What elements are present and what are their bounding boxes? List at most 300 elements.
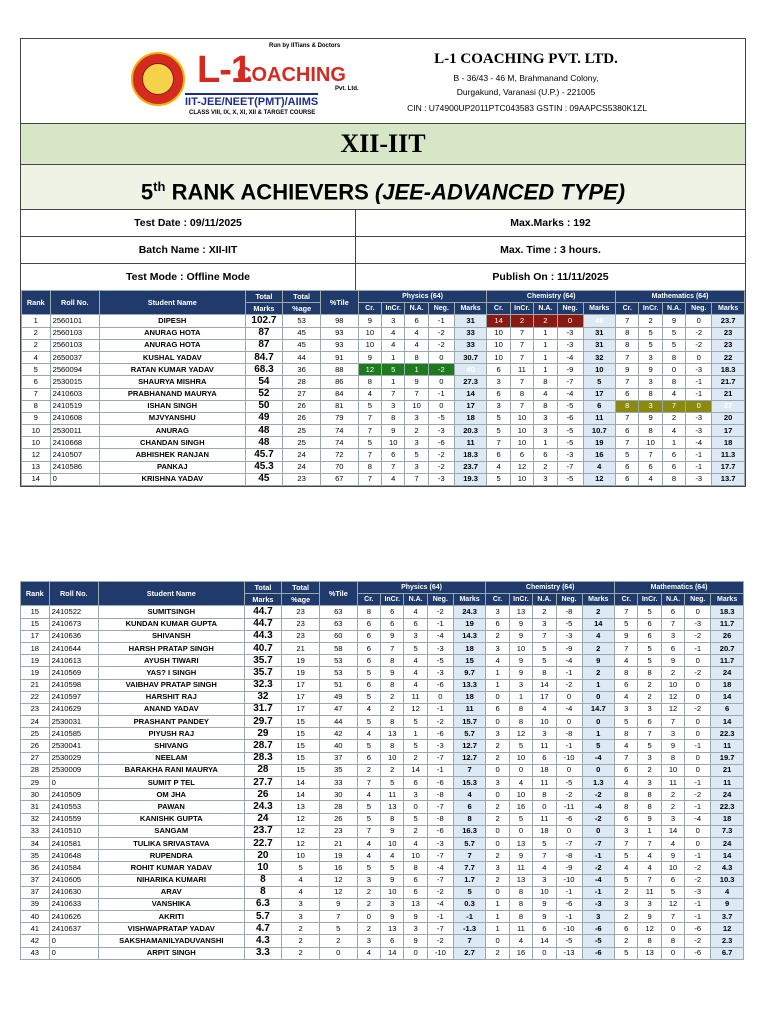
table-cell: 5 — [319, 923, 357, 935]
info-row-3 — [21, 264, 745, 290]
table-cell: 8 — [509, 703, 532, 715]
table-row — [21, 667, 744, 679]
table-cell: -3 — [686, 412, 712, 424]
col-sub-2: N.A. — [662, 303, 685, 315]
table-cell: -1 — [556, 886, 582, 898]
table-cell: 0 — [685, 691, 711, 703]
table-cell: KUSHAL YADAV — [99, 351, 245, 363]
table-cell: 3 — [405, 412, 428, 424]
table-cell: 8 — [534, 376, 557, 388]
table-cell: 11 — [454, 437, 487, 449]
table-cell: 30.7 — [454, 351, 487, 363]
table-cell: 8 — [615, 728, 638, 740]
table-cell: 4 — [509, 777, 532, 789]
table-cell: 16 — [509, 947, 532, 959]
table-cell: 24 — [711, 837, 744, 849]
table-cell: 8 — [662, 376, 685, 388]
table-cell: -2 — [556, 679, 582, 691]
table-cell: 8 — [638, 935, 661, 947]
table-cell: 8 — [509, 898, 532, 910]
table-cell: 7 — [615, 642, 638, 654]
table-cell: -1 — [427, 618, 453, 630]
table-cell: 1.3 — [582, 777, 615, 789]
table-cell: 26 — [283, 400, 321, 412]
table-cell: 14 — [711, 691, 744, 703]
table-cell: 12 — [404, 703, 427, 715]
table-cell: 36 — [283, 364, 321, 376]
table-cell: 11 — [711, 740, 744, 752]
table-cell: 5 — [453, 886, 486, 898]
table-cell: 6 — [404, 777, 427, 789]
table-cell: -1 — [582, 886, 615, 898]
table-cell: 8 — [510, 388, 533, 400]
table-cell: 48 — [245, 425, 283, 437]
address-line-1: B - 36/43 - 46 M, Brahmanand Colony, — [453, 73, 599, 83]
table-cell: 27 — [21, 752, 50, 764]
table-cell: 6.3 — [244, 898, 282, 910]
table-cell: 2530041 — [49, 740, 98, 752]
table-cell: 2 — [533, 606, 556, 618]
table-cell: 9 — [381, 825, 404, 837]
table-cell: 2560101 — [50, 315, 99, 327]
table-cell: 15.3 — [453, 777, 486, 789]
table-cell: 12 — [661, 898, 684, 910]
table-cell: -8 — [556, 606, 582, 618]
table-cell: ARPIT SINGH — [98, 947, 244, 959]
table-cell: 10 — [509, 752, 532, 764]
results-table-top — [21, 290, 745, 486]
table-cell: 14 — [22, 473, 51, 485]
table-cell: 3 — [534, 412, 557, 424]
table-cell: 45.7 — [245, 449, 283, 461]
table-cell: VISHWAPRATAP YADAV — [98, 923, 244, 935]
table-cell: 10 — [509, 642, 532, 654]
table-cell: 3 — [534, 473, 557, 485]
table-cell: 9 — [639, 412, 662, 424]
table-cell: 23.7 — [454, 461, 487, 473]
table-cell: 4 — [615, 862, 638, 874]
table-cell: 10 — [639, 437, 662, 449]
coaching-logo — [109, 43, 379, 119]
table-cell: NIHARIKA KUMARI — [98, 874, 244, 886]
table-cell: 28 — [244, 764, 282, 776]
table-cell: 35 — [319, 764, 357, 776]
table-cell: 98 — [320, 315, 358, 327]
table-cell: 1 — [582, 728, 615, 740]
table-cell: 6 — [615, 679, 638, 691]
col-rank: Rank — [21, 582, 50, 606]
table-cell: 1 — [405, 364, 428, 376]
table-cell: 3 — [282, 898, 320, 910]
table-cell: 9 — [533, 911, 556, 923]
table-cell: 14 — [582, 618, 615, 630]
table-cell: 8 — [662, 351, 685, 363]
table-cell: 15 — [21, 606, 50, 618]
table-cell: -1 — [685, 898, 711, 910]
table-cell: 3 — [357, 935, 380, 947]
col-sub-2: N.A. — [661, 594, 684, 606]
table-cell: 4 — [662, 425, 685, 437]
table-row — [21, 947, 744, 959]
table-cell: -1 — [453, 911, 486, 923]
table-cell: 12 — [638, 923, 661, 935]
table-cell: -10 — [556, 752, 582, 764]
table-cell: 6 — [381, 606, 404, 618]
table-cell: -4 — [582, 752, 615, 764]
table-cell: 0 — [662, 364, 685, 376]
table-cell: 3 — [639, 351, 662, 363]
table-cell: 25 — [283, 437, 321, 449]
table-cell: 6 — [615, 923, 638, 935]
batch-name: Batch Name : XII-IIT — [21, 237, 356, 263]
table-cell: 19.3 — [454, 473, 487, 485]
table-cell: 9 — [405, 376, 428, 388]
table-cell: 7 — [615, 752, 638, 764]
table-cell: 18.3 — [712, 364, 745, 376]
table-cell: 35 — [21, 850, 50, 862]
table-cell: 13 — [509, 837, 532, 849]
table-cell: 5 — [357, 667, 380, 679]
table-cell: 0 — [427, 691, 453, 703]
table-cell: 9 — [509, 667, 532, 679]
table-cell: 8 — [381, 813, 404, 825]
table-cell: 33 — [454, 339, 487, 351]
table-cell: 5 — [583, 376, 616, 388]
table-cell: -1 — [686, 376, 712, 388]
table-cell: -3 — [685, 618, 711, 630]
table-cell: 3 — [405, 437, 428, 449]
table-cell: HARSH PRATAP SINGH — [98, 642, 244, 654]
brand-top: Run by IITians & Doctors — [269, 43, 341, 49]
table-cell: 6 — [487, 388, 510, 400]
table-cell: 32 — [583, 351, 616, 363]
table-row — [22, 388, 745, 400]
col-sub-0: Cr. — [357, 594, 380, 606]
table-cell: 29.7 — [244, 716, 282, 728]
col-sub-2: N.A. — [534, 303, 557, 315]
col-roll: Roll No. — [50, 291, 99, 315]
table-cell: 12 — [711, 923, 744, 935]
table-cell: 2 — [661, 667, 684, 679]
table-cell: -4 — [427, 898, 453, 910]
table-cell: 24 — [283, 449, 321, 461]
table-cell: -7 — [427, 752, 453, 764]
table-cell: -1 — [686, 461, 712, 473]
table-cell: 31 — [583, 327, 616, 339]
table-cell: 13 — [22, 461, 51, 473]
table-cell: 0 — [685, 728, 711, 740]
table-cell: 2410636 — [49, 630, 98, 642]
table-cell: -1.3 — [453, 923, 486, 935]
table-cell: 24.3 — [244, 801, 282, 813]
brand-tagline: IIT-JEE/NEET(PMT)/AIIMS — [185, 93, 318, 108]
table-cell: 7 — [405, 473, 428, 485]
cin-gstin: CIN : U74900UP2011PTC043583 GSTIN : 09AAPCS5380K1ZL — [407, 103, 647, 113]
table-cell: 5 — [615, 874, 638, 886]
table-cell: 10 — [381, 886, 404, 898]
table-cell: 6 — [405, 315, 428, 327]
table-cell: -3 — [557, 449, 583, 461]
table-cell: -7 — [557, 376, 583, 388]
table-cell: 0 — [486, 935, 509, 947]
table-cell: 7 — [453, 935, 486, 947]
table-cell: 2410629 — [49, 703, 98, 715]
table-cell: 13 — [381, 801, 404, 813]
table-row — [21, 630, 744, 642]
table-cell: 21 — [21, 679, 50, 691]
table-cell: 26 — [244, 789, 282, 801]
table-cell: 9 — [509, 655, 532, 667]
table-cell: 4.7 — [244, 923, 282, 935]
table-cell: 4 — [357, 789, 380, 801]
col-total-marks-2: Marks — [245, 303, 283, 315]
table-row — [22, 364, 745, 376]
table-cell: HARSHIT RAJ — [98, 691, 244, 703]
table-cell: 84 — [320, 388, 358, 400]
col-total-pct: Total — [282, 582, 320, 594]
table-cell: -4 — [427, 862, 453, 874]
table-cell: 7 — [661, 618, 684, 630]
table-cell: 11 — [711, 777, 744, 789]
table-cell: 0 — [685, 606, 711, 618]
table-cell: -2 — [428, 461, 454, 473]
table-cell: 9 — [662, 315, 685, 327]
table-cell: 0 — [556, 825, 582, 837]
table-cell: 16 — [509, 801, 532, 813]
table-cell: 10 — [487, 351, 510, 363]
table-cell: 2530009 — [49, 764, 98, 776]
table-cell: 2530015 — [50, 376, 99, 388]
table-cell: 63 — [319, 618, 357, 630]
table-cell: -6 — [556, 898, 582, 910]
table-cell: -2 — [556, 789, 582, 801]
table-row — [21, 862, 744, 874]
table-row — [21, 777, 744, 789]
table-cell: 8 — [509, 716, 532, 728]
table-cell: 2 — [22, 339, 51, 351]
table-cell: 2 — [357, 764, 380, 776]
table-cell: 5 — [639, 339, 662, 351]
table-cell: 0 — [661, 947, 684, 959]
table-cell: 1 — [534, 327, 557, 339]
table-cell: 13.3 — [453, 679, 486, 691]
table-cell: -8 — [556, 850, 582, 862]
table-cell: 28 — [319, 801, 357, 813]
table-cell: 9 — [22, 412, 51, 424]
table-cell: 26 — [283, 412, 321, 424]
table-cell: 6 — [661, 642, 684, 654]
table-cell: 18.3 — [454, 449, 487, 461]
table-row — [21, 642, 744, 654]
table-cell: 4 — [405, 339, 428, 351]
table-cell: 44 — [283, 351, 321, 363]
table-cell: 2 — [282, 923, 320, 935]
table-cell: 23 — [282, 630, 320, 642]
col-sub-4: Marks — [453, 594, 486, 606]
table-cell: 7 — [616, 412, 639, 424]
table-cell: -7 — [556, 837, 582, 849]
table-cell: 2 — [534, 315, 557, 327]
table-cell: 8 — [616, 400, 639, 412]
table-cell: 30 — [21, 789, 50, 801]
table-row — [21, 898, 744, 910]
col-sub-0: Cr. — [615, 594, 638, 606]
table-cell: 53 — [319, 655, 357, 667]
table-cell: 22 — [712, 351, 745, 363]
col-total-pct-2: %age — [282, 594, 320, 606]
table-cell: 5.7 — [453, 728, 486, 740]
table-cell: 12.7 — [453, 752, 486, 764]
table-cell: 25 — [21, 728, 50, 740]
table-cell: 23.7 — [244, 825, 282, 837]
table-row — [22, 425, 745, 437]
col-rank: Rank — [22, 291, 51, 315]
table-cell: 70 — [320, 461, 358, 473]
table-cell: 7 — [616, 437, 639, 449]
table-cell: 17 — [583, 388, 616, 400]
table-cell: 0 — [486, 789, 509, 801]
table-cell: 88 — [320, 364, 358, 376]
table-cell: -8 — [427, 813, 453, 825]
table-cell: 1 — [662, 437, 685, 449]
table-row — [22, 449, 745, 461]
table-cell: 4 — [404, 606, 427, 618]
table-cell: 5 — [509, 740, 532, 752]
table-cell: 52 — [245, 388, 283, 400]
table-cell: -2 — [582, 862, 615, 874]
table-cell: 2 — [486, 947, 509, 959]
table-cell: -3 — [685, 886, 711, 898]
info-row-2 — [21, 237, 745, 264]
table-cell: 5 — [381, 862, 404, 874]
table-cell: -5 — [556, 618, 582, 630]
table-cell: PIYUSH RAJ — [98, 728, 244, 740]
table-cell: 10 — [404, 850, 427, 862]
table-cell: -4 — [557, 351, 583, 363]
col-sub-3: Neg. — [686, 303, 712, 315]
table-cell: 3 — [357, 874, 380, 886]
table-cell: -11 — [556, 801, 582, 813]
table-cell: 1 — [22, 315, 51, 327]
max-marks: Max.Marks : 192 — [510, 217, 591, 229]
table-cell: 1 — [534, 437, 557, 449]
table-cell: 7 — [638, 837, 661, 849]
table-cell: 15 — [282, 740, 320, 752]
table-cell: 7 — [615, 837, 638, 849]
table-row — [22, 315, 745, 327]
table-cell: 10 — [405, 400, 428, 412]
table-cell: 4 — [662, 388, 685, 400]
table-cell: 7 — [510, 339, 533, 351]
table-cell: 11 — [404, 691, 427, 703]
table-cell: 12 — [661, 691, 684, 703]
table-cell: 4 — [382, 339, 405, 351]
table-cell: 6.7 — [711, 947, 744, 959]
table-cell: 9 — [582, 655, 615, 667]
table-cell: 2 — [639, 315, 662, 327]
table-cell: 19 — [21, 667, 50, 679]
table-cell: -2 — [582, 789, 615, 801]
table-cell: 5 — [357, 813, 380, 825]
table-cell: 10.3 — [711, 874, 744, 886]
table-cell: 6 — [711, 703, 744, 715]
table-cell: 6 — [487, 364, 510, 376]
table-cell: 2410608 — [50, 412, 99, 424]
table-cell: -2 — [685, 935, 711, 947]
table-cell: -6 — [427, 777, 453, 789]
table-cell: 18 — [453, 691, 486, 703]
table-cell: 0 — [582, 764, 615, 776]
table-cell: 19 — [583, 437, 616, 449]
table-cell: 4 — [282, 886, 320, 898]
table-cell: 5 — [357, 716, 380, 728]
table-cell: 14.7 — [582, 703, 615, 715]
table-cell: 0 — [486, 825, 509, 837]
table-cell: 32.3 — [244, 679, 282, 691]
table-cell: 2560103 — [50, 339, 99, 351]
table-cell: 9 — [615, 630, 638, 642]
table-cell: 28 — [283, 376, 321, 388]
table-cell: 8 — [616, 339, 639, 351]
col-physics: Physics (64) — [357, 582, 486, 594]
table-cell: 6 — [404, 874, 427, 886]
table-cell: 5 — [404, 740, 427, 752]
col-sub-1: InCr. — [381, 594, 404, 606]
table-cell: 45 — [245, 473, 283, 485]
table-cell: 7 — [358, 425, 381, 437]
table-cell: 4 — [509, 935, 532, 947]
table-cell: 5 — [615, 947, 638, 959]
table-cell: 4 — [404, 667, 427, 679]
table-cell: 2 — [357, 923, 380, 935]
table-cell: 15 — [282, 716, 320, 728]
table-cell: 8 — [615, 789, 638, 801]
table-cell: -6 — [427, 728, 453, 740]
table-cell: -2 — [686, 327, 712, 339]
table-cell: 3 — [486, 777, 509, 789]
table-cell: 3 — [382, 315, 405, 327]
table-cell: -2 — [428, 449, 454, 461]
table-cell: 7 — [405, 388, 428, 400]
table-cell: 22 — [21, 691, 50, 703]
table-cell: 41 — [21, 923, 50, 935]
table-cell: 4 — [583, 461, 616, 473]
table-cell: 3 — [487, 400, 510, 412]
results-table-bottom — [20, 581, 744, 960]
table-cell: 13 — [282, 801, 320, 813]
table-cell: -6 — [427, 679, 453, 691]
table-cell: DIPESH — [99, 315, 245, 327]
table-cell: 5.7 — [244, 911, 282, 923]
table-cell: 0 — [556, 691, 582, 703]
table-row — [21, 923, 744, 935]
col-sub-2: N.A. — [405, 303, 428, 315]
table-cell: 24 — [711, 667, 744, 679]
test-date: Test Date : 09/11/2025 — [21, 210, 356, 236]
table-cell: 2410510 — [49, 825, 98, 837]
table-cell: 10 — [533, 886, 556, 898]
table-cell: KANISHK GUPTA — [98, 813, 244, 825]
col-sub-3: Neg. — [557, 303, 583, 315]
table-cell: 4 — [405, 327, 428, 339]
table-cell: 10 — [533, 716, 556, 728]
table-cell: 6 — [616, 388, 639, 400]
col-sub-3: Neg. — [685, 594, 711, 606]
table-cell: 2410581 — [49, 837, 98, 849]
table-cell: -3 — [428, 425, 454, 437]
table-cell: 86 — [320, 376, 358, 388]
table-cell: 54 — [245, 376, 283, 388]
